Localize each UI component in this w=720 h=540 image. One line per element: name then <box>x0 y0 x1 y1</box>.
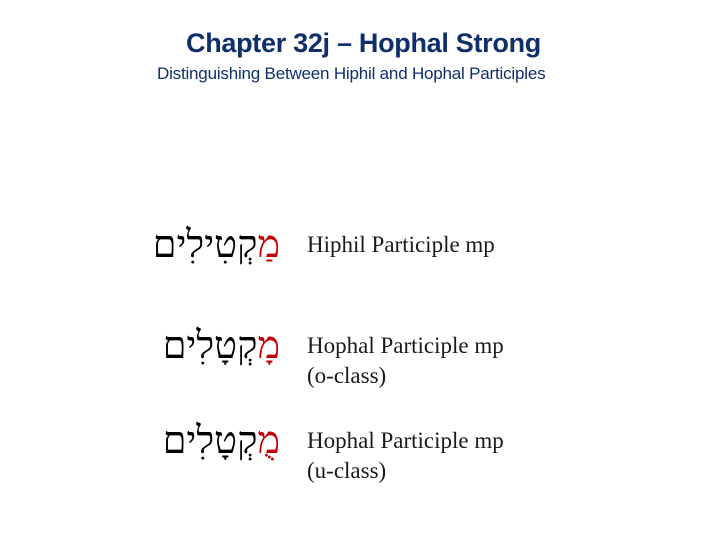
gloss-hiphil <box>307 230 495 260</box>
hebrew-word-hiphil <box>153 222 280 267</box>
gloss-hophal-o <box>307 331 504 391</box>
hebrew-prefix: מַ <box>257 222 280 266</box>
gloss-line: Hiphil Participle mp <box>307 232 495 257</box>
gloss-subline: (u-class) <box>307 458 387 483</box>
hebrew-stem: קְטָלִים <box>162 418 258 462</box>
gloss-line: Hophal Participle mp <box>307 428 504 453</box>
hebrew-word-hophal-o <box>163 323 280 368</box>
hebrew-prefix: מָ <box>257 323 280 367</box>
hebrew-word-hophal-u <box>163 418 280 463</box>
hebrew-stem: קְטִילִים <box>152 222 258 266</box>
slide-subtitle: Distinguishing Between Hiphil and Hophal Participles <box>157 64 546 83</box>
hebrew-prefix: מֻ <box>257 418 280 462</box>
gloss-subline: (o-class) <box>307 363 387 388</box>
gloss-hophal-u <box>307 426 504 486</box>
slide-title: Chapter 32j – Hophal Strong <box>186 28 541 58</box>
gloss-line: Hophal Participle mp <box>307 333 504 358</box>
hebrew-stem: קְטָלִים <box>162 323 258 367</box>
